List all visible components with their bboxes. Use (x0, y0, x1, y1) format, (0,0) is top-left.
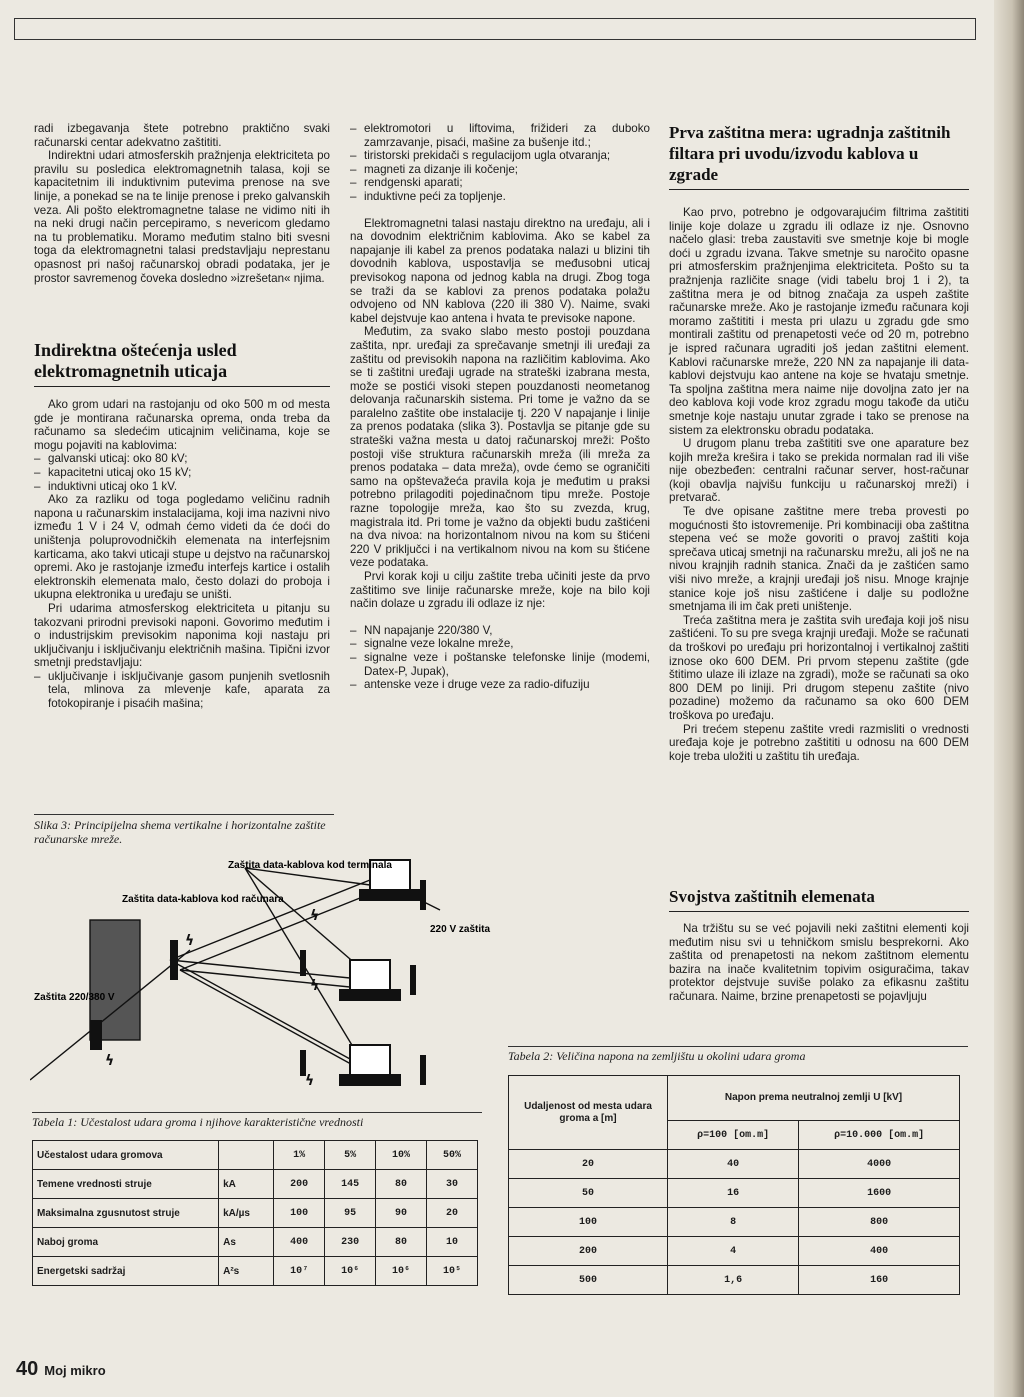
cell: Energetski sadržaj (33, 1257, 219, 1286)
cell: ρ=10.000 [om.m] (799, 1121, 960, 1150)
cell: 8 (668, 1208, 799, 1237)
paragraph: Elektromagnetni talasi nastaju direktno na uređaju, ali i na dovodnim električnim kablovima. Ako se kabel za napajanje ili kabel za prenos podataka nalazi u blizini tih dovodnih kablova, uspostavlja se međusobni uticaj previsokog napona od jednog kabla na drugi. Zbog toga se traži da se kablovi za prenos podataka polažu odvojeno od NN kablova (220 ili 380 V). Naime, svaki kabel dejstvuje kao antena i hvata te previsoke napone. (350, 216, 650, 325)
top-frame (14, 18, 976, 40)
list-item: – NN napajanje 220/380 V, (350, 624, 650, 638)
list (350, 122, 650, 204)
cell: As (219, 1228, 274, 1257)
paragraph: Međutim, za svako slabo mesto postoji pouzdana zaštita, npr. uređaji za sprečavanje smetnji ili uređaji za zaštitu od previsokih napona na različitim kablovima. Ako se ti zaštitni uređaji ugrade na strateški izabrana mesta, može se postići visoki stepen pouzdanosti neometanog delovanja računarskih sistema. Pri tome je važno da se paralelno zaštite obe instalacije tj. 220 V napajanje i linije za prenos podataka (slika 3). Postavlja se pitanje gde su strateški važna mesta u datoj računarskoj mreži: Pošto postoji više struktura računarskih mreža (ili mreža za prenos podataka – data mreža), ovde ćemo se ograničiti samo na opštevažeća pravila koja je međutim u praksi potrebno prilagoditi pojedinačnom tipu mreže. Postoje razne topologije mreža, kao što su zvezda, krug, magistrala itd. Pri tome je važno da objekti budu zaštićeni na dva nivoa: na horizontalnom nivou na kom su štićeni 220 V priključci i na vertikalnom nivou na kom su štićene veze podataka. (350, 325, 650, 570)
cell: Udaljenost od mesta udara groma a [m] (509, 1076, 668, 1150)
cell: 10 (427, 1228, 478, 1257)
svg-text:ϟ: ϟ (310, 978, 320, 994)
list-item: – uključivanje i isključivanje gasom punjenih svetlosnih tela, mlinova za mlevenje kafe, aparata za fotokopiranje i pisaćih mašina; (34, 670, 330, 711)
cell: 30 (427, 1170, 478, 1199)
table-1-caption: Tabela 1: Učestalost udara groma i njihove karakteristične vrednosti (32, 1112, 482, 1129)
cell: ρ=100 [om.m] (668, 1121, 799, 1150)
cell: 4000 (799, 1150, 960, 1179)
cell: 100 (509, 1208, 668, 1237)
paragraph: radi izbegavanja štete potrebno praktično svaki računarski centar adekvatno zaštititi. (34, 122, 330, 149)
cell: Naboj groma (33, 1228, 219, 1257)
cell: 200 (274, 1170, 325, 1199)
svg-text:ϟ: ϟ (310, 908, 320, 924)
list-item: – magneti za dizanje ili kočenje; (350, 163, 650, 177)
list-item: – rendgenski aparati; (350, 176, 650, 190)
list-item: – antenske veze i druge veze za radio-difuziju (350, 678, 650, 692)
cell: Napon prema neutralnoj zemlji U [kV] (668, 1076, 960, 1121)
cell: Učestalost udara gromova (33, 1141, 219, 1170)
figure-caption: Slika 3: Principijelna shema vertikalne i horizontalne zaštite računarske mreže. (34, 814, 334, 846)
table-2-caption: Tabela 2: Veličina napona na zemljištu u okolini udara groma (508, 1046, 968, 1063)
cell: 95 (325, 1199, 376, 1228)
cell: 20 (509, 1150, 668, 1179)
paragraph: Prvi korak koji u cilju zaštite treba učiniti jeste da prvo zaštitimo sve linije računarske mreže, koje na bilo koji način dolaze u zgradu ili odlaze iz nje: (350, 570, 650, 611)
paragraph: Pri udarima atmosferskog elektriciteta u pitanju su takozvani prirodni previsoki naponi. Govorimo međutim i o industrijskim previsokim naponima koji nastaju pri uključivanju i isključivanju električnih mašina. Tipični izvor smetnji predstavljaju: (34, 601, 330, 670)
svg-text:ϟ: ϟ (305, 1073, 315, 1089)
label-computer-protection: Zaštita data-kablova kod računara (122, 894, 284, 905)
paragraph: Ako grom udari na rastojanju od oko 500 m od mesta gde je montirana računarska oprema, onda treba da računamo sa sledećim uticajnim veličinama, koje se mogu pojaviti na kablovima: (34, 398, 330, 452)
magazine-name: Moj mikro (44, 1363, 106, 1378)
cell: 200 (509, 1237, 668, 1266)
table-row (509, 1237, 960, 1266)
cell: 10⁶ (325, 1257, 376, 1286)
list-item: – kapacitetni uticaj oko 15 kV; (34, 466, 330, 480)
label-220-380-protection: Zaštita 220/380 V (34, 992, 115, 1003)
cell: 400 (274, 1228, 325, 1257)
page-edge (994, 0, 1024, 1397)
cell: 80 (376, 1228, 427, 1257)
column-2 (350, 122, 650, 692)
table-row (33, 1141, 478, 1170)
list (34, 670, 330, 711)
network-protection-diagram (30, 850, 500, 1110)
cell: 20 (427, 1199, 478, 1228)
table-row (509, 1076, 960, 1121)
cell: 10% (376, 1141, 427, 1170)
list-item: – elektromotori u liftovima, frižideri za duboko zamrzavanje, pisaći, mašine za bušenje itd.; (350, 122, 650, 149)
table-row (509, 1208, 960, 1237)
cell: kA (219, 1170, 274, 1199)
list-item: – signalne veze i poštanske telefonske linije (modemi, Datex-P, Jupak), (350, 651, 650, 678)
paragraph: Te dve opisane zaštitne mere treba provesti po mogućnosti što istovremenije. Pri kombinaciji oba zaštitna stepena već se može govoriti o pravoj zaštiti koja sprečava uticaj smetnji na računarsku mrežu, ali još ne na nivou krajnjih radnih stanica. Znači da je zaštićen samo viši nivo mreže, a krajnji uređaji još nisu. Mnoge krajnje stanice koje još nisu zaštićene i dalje su podložne smetnjama ili im čak preti uništenje. (669, 505, 969, 614)
label-220v-protection: 220 V zaštita (430, 924, 491, 935)
cell: 16 (668, 1179, 799, 1208)
section-heading: Indirektna oštećenja usled elektromagnetnih uticaja (34, 340, 330, 387)
cell: 10⁷ (274, 1257, 325, 1286)
cell: 230 (325, 1228, 376, 1257)
paragraph: Pri trećem stepenu zaštite vredi razmisliti o vrednosti uređaja koje je potrebno zaštititi u odnosu na 600 DEM koje treba uložiti u zaštitu tih uređaja. (669, 722, 969, 763)
column-1 (34, 122, 330, 285)
list-item: – galvanski uticaj: oko 80 kV; (34, 452, 330, 466)
table-row (509, 1179, 960, 1208)
paragraph: Indirektni udari atmosferskih pražnjenja elektriciteta po pravilu su posledica elektromagnetnih talasa, koji se kapacitetnim ili induktivnim putevima prenose na sve linije, a ponekad se na te linije prenose i preko galvanskih veza. Ali pošto elektromagnetne talase ne vidimo niti ih na neki drugi način percepiramo, s nevericom gledamo na tu problematiku. Moramo međutim stalno biti svesni toga da elektromagnetni talasi predstavljaju neprestanu opasnost pri našoj računarskoj obradi podataka, jer je prostor savremenog čoveka dosledno »izrešetan« njima. (34, 149, 330, 285)
table-2 (508, 1075, 960, 1295)
cell: 1% (274, 1141, 325, 1170)
svg-text:ϟ: ϟ (185, 933, 195, 949)
cell: 1600 (799, 1179, 960, 1208)
column-1-b (34, 398, 330, 711)
paragraph: U drugom planu treba zaštititi sve one aparature bez kojih mreža krešira i tako se prekida normalan rad ili više nije obezbeđen: centralni računar server, host-računar (koji obavlja najvišu funkciju u računarskoj mreži) i pretvarač. (669, 437, 969, 505)
label-terminal-protection: Zaštita data-kablova kod terminala (228, 860, 392, 871)
page-footer (16, 1358, 106, 1381)
svg-text:ϟ: ϟ (105, 1053, 115, 1069)
cell: A²s (219, 1257, 274, 1286)
cell: 4 (668, 1237, 799, 1266)
cell: 145 (325, 1170, 376, 1199)
paragraph: Kao prvo, potrebno je odgovarajućim filtrima zaštititi linije koje dolaze u zgradu ili odlaze iz nje. Osnovno načelo glasi: treba zaustaviti sve smetnje koje bi mogle doći u zgradu izvana. Takve smetnje su naročito opasne pri atmosferskim pražnjenjima elektriciteta. Pošto su ta pražnjenja različite snage (vidi tabelu broj 1 i 2), ta zaštitna mera je od bitnog značaja za uspeh zaštite računarske mreže. Ako je rastojanje između računara koji moramo zaštititi i mesta pri ulazu u zgradu gde smo montirali zaštitu od prenapetosti veće od 20 m, potrebno je ispred računara ugraditi još jedan zaštitni element. Kablovi računarske mreže, 220 NN za napajanje ili data-kablovi dejstvuju kao antene na koje se hvataju smetnje. Ta spoljna zaštitna mera naime nije dovoljna zato jer na deo kablova koji vode kroz zgradu mogu takođe da utiču smetnje koje nastaju unutar zgrade i tako se prenose na sistem za elektronsku obradu podataka. (669, 206, 969, 437)
cell: 80 (376, 1170, 427, 1199)
cell: 160 (799, 1266, 960, 1295)
column-3-b (669, 922, 969, 1004)
list-item: – induktivne peći za topljenje. (350, 190, 650, 204)
section-heading: Svojstva zaštitnih elemenata (669, 886, 969, 912)
column-3 (669, 206, 969, 763)
paragraph: Na tržištu su se već pojavili neki zaštitni elementi koji međutim nisu svi u tehničkom smislu besprekorni. Ako zaštita od prenapetosti na nekom zaštitnom elementu bazira na inače kvalitetnim topivim osiguračima, takav protektor dejstvuje suviše polako za efikasnu zaštitu računara. Naime, brzine prenapetosti se pojavljuju (669, 922, 969, 1003)
list-item: – tiristorski prekidači s regulacijom ugla otvaranja; (350, 149, 650, 163)
cell: 800 (799, 1208, 960, 1237)
table-row (509, 1266, 960, 1295)
cell: 5% (325, 1141, 376, 1170)
section-heading: Prva zaštitna mera: ugradnja zaštitnih filtara pri uvodu/izvodu kablova u zgrade (669, 122, 969, 190)
cell (219, 1141, 274, 1170)
table-row (33, 1199, 478, 1228)
cell: 40 (668, 1150, 799, 1179)
cell: Maksimalna zgusnutost struje (33, 1199, 219, 1228)
table-row (33, 1170, 478, 1199)
list (350, 624, 650, 692)
cell: 400 (799, 1237, 960, 1266)
table-row (33, 1257, 478, 1286)
page-number: 40 (16, 1358, 39, 1380)
cell: 10⁶ (376, 1257, 427, 1286)
table-1 (32, 1140, 478, 1286)
cell: 10⁵ (427, 1257, 478, 1286)
table-row (509, 1150, 960, 1179)
cell: kA/µs (219, 1199, 274, 1228)
cell: 90 (376, 1199, 427, 1228)
list-item: – induktivni uticaj oko 1 kV. (34, 480, 330, 494)
cell: Temene vrednosti struje (33, 1170, 219, 1199)
cell: 500 (509, 1266, 668, 1295)
list-item: – signalne veze lokalne mreže, (350, 637, 650, 651)
cell: 100 (274, 1199, 325, 1228)
list (34, 452, 330, 493)
cell: 1,6 (668, 1266, 799, 1295)
paragraph: Ako za razliku od toga pogledamo veličinu radnih napona u računarskim instalacijama, koji ima nazivni nivo između 1 V i 24 V, odmah ćemo videti da će doći do uništenja poluprovodničkih elemenata na interfejsnim karticama, ako takvi uticaji stupe u dejstvo na računarskoj opremi. Ako je rastojanje između interfejs kartice i ostalih elektronskih elemenata malo, često dolazi do proboja i ukupna elektronika u uređaju se uništi. (34, 493, 330, 602)
cell: 50 (509, 1179, 668, 1208)
cell: 50% (427, 1141, 478, 1170)
table-row (33, 1228, 478, 1257)
paragraph: Treća zaštitna mera je zaštita svih uređaja koji još nisu zaštićeni. To su pre svega krajnji uređaji. Može se računati da troškovi po uređaju pri horizontalnoj i vertikalnoj zaštiti iznose oko 600 DEM. Pri prvom stepenu zaštite (gde štitimo ulaze ili izlaze na zgradi), može se računati sa oko 800 DEM po liniji. Pri drugom stepenu zaštite (nivo pozadine) možemo da računamo sa oko 600 DEM troškova po uređaju. (669, 613, 969, 722)
